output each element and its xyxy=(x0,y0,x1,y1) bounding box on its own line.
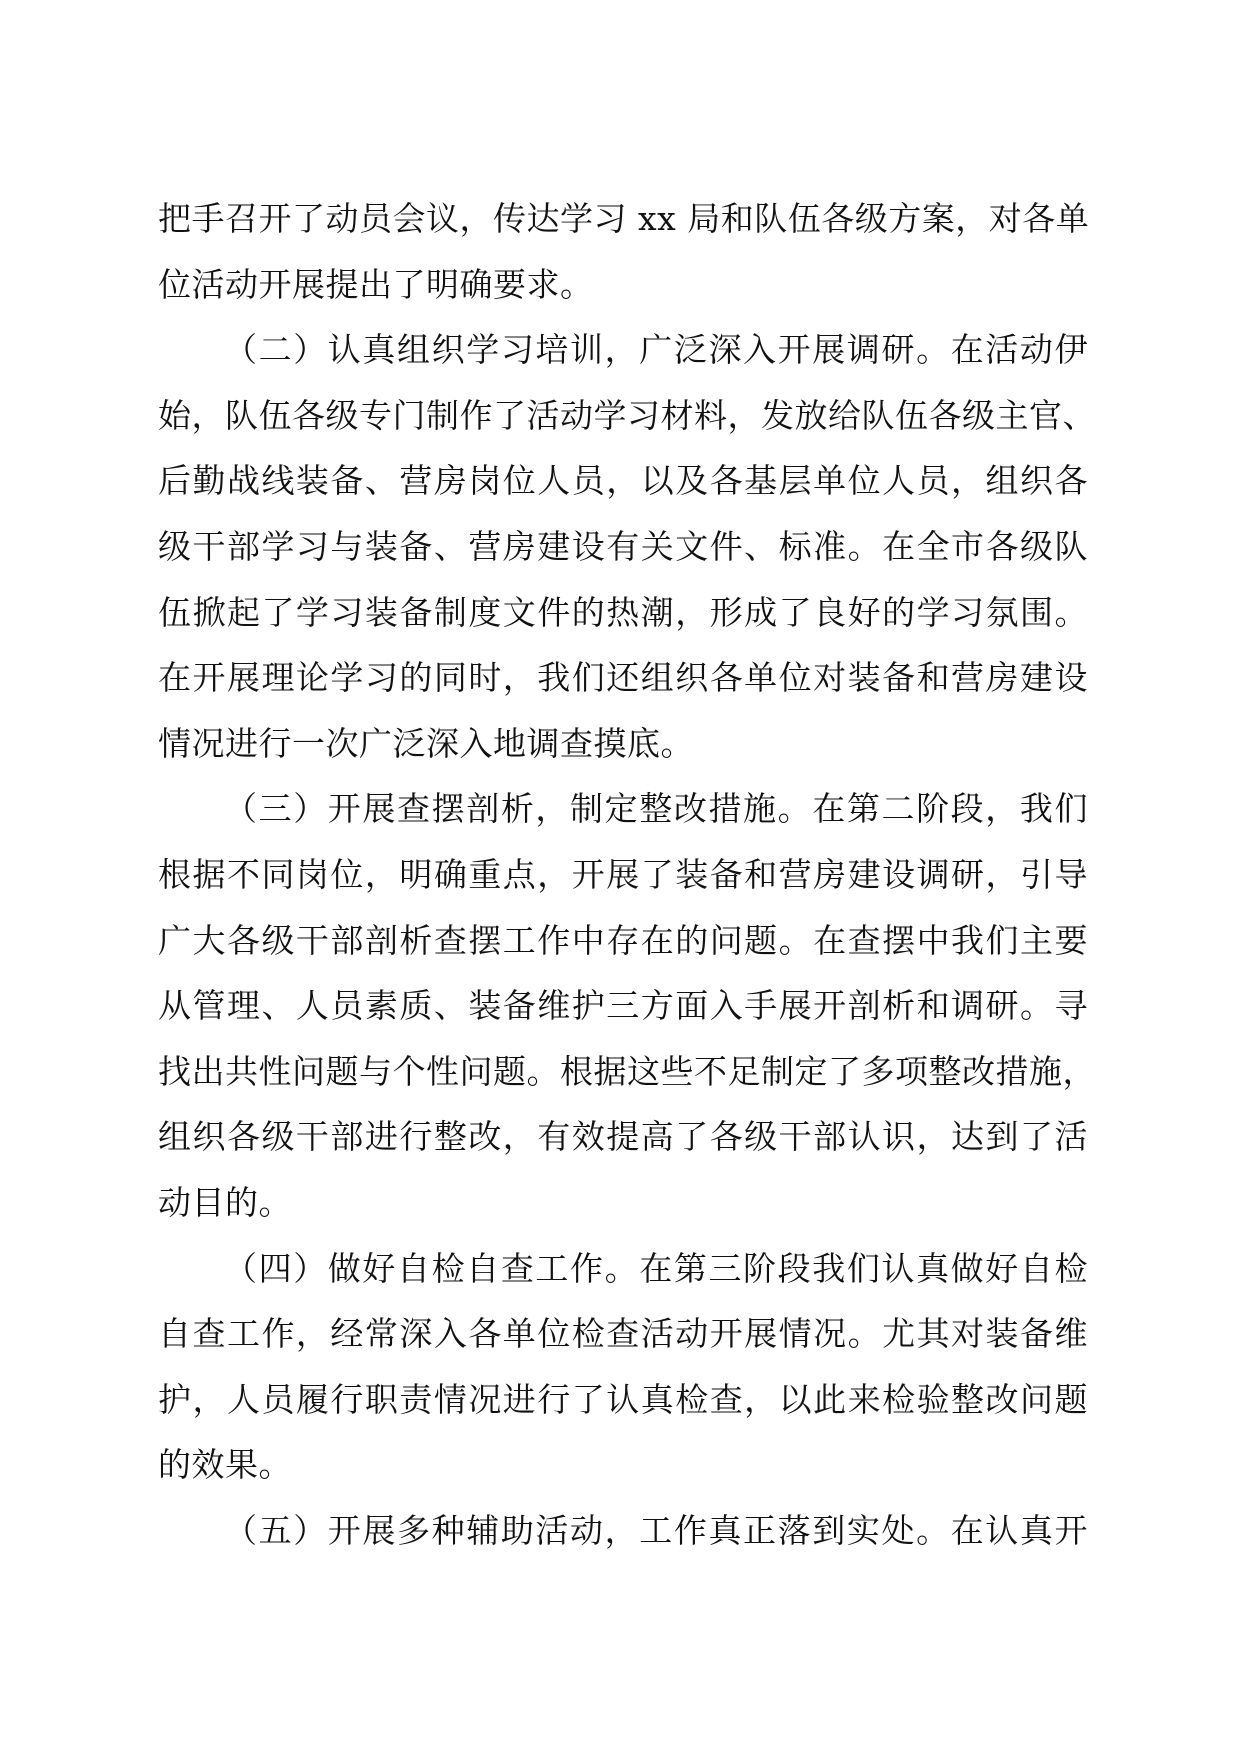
text-line: 组织各级干部进行整改，有效提高了各级干部认识，达到了活 xyxy=(158,1117,1088,1157)
paragraph-5 xyxy=(158,1498,1088,1564)
paragraph-4 xyxy=(158,1236,1088,1498)
paragraph-continuation xyxy=(158,186,1088,317)
text-line: （三）开展查摆剖析，制定整改措施。在第二阶段，我们 xyxy=(224,789,1088,829)
text-line: 级干部学习与装备、营房建设有关文件、标准。在全市各级队 xyxy=(158,526,1088,566)
text-line: 从管理、人员素质、装备维护三方面入手展开剖析和调研。寻 xyxy=(158,986,1088,1026)
text-line: 广大各级干部剖析查摆工作中存在的问题。在查摆中我们主要 xyxy=(158,920,1088,960)
body-text xyxy=(158,186,1096,1563)
text-line: 动目的。 xyxy=(158,1182,292,1222)
text-line: 位活动开展提出了明确要求。 xyxy=(158,264,594,304)
text-line: 后勤战线装备、营房岗位人员，以及各基层单位人员，组织各 xyxy=(158,461,1088,501)
text-line: （四）做好自检自查工作。在第三阶段我们认真做好自检 xyxy=(224,1248,1088,1288)
text-line: 自查工作，经常深入各单位检查活动开展情况。尤其对装备维 xyxy=(158,1314,1088,1354)
text-line: 找出共性问题与个性问题。根据这些不足制定了多项整改措施， xyxy=(158,1051,1096,1091)
text-line: 的效果。 xyxy=(158,1445,292,1485)
text-line: 伍掀起了学习装备制度文件的热潮，形成了良好的学习氛围。 xyxy=(158,592,1088,632)
paragraph-3 xyxy=(158,776,1096,1235)
text-line: 在开展理论学习的同时，我们还组织各单位对装备和营房建设 xyxy=(158,658,1088,698)
text-line: （五）开展多种辅助活动，工作真正落到实处。在认真开 xyxy=(224,1510,1088,1550)
paragraph-2 xyxy=(158,317,1096,776)
text-line: 把手召开了动员会议，传达学习 xx 局和队伍各级方案，对各单 xyxy=(158,199,1090,238)
text-line: 护，人员履行职责情况进行了认真检查，以此来检验整改问题 xyxy=(158,1379,1088,1419)
text-line: 情况进行一次广泛深入地调查摸底。 xyxy=(158,723,694,763)
text-line: （二）认真组织学习培训，广泛深入开展调研。在活动伊 xyxy=(224,330,1088,370)
text-line: 根据不同岗位，明确重点，开展了装备和营房建设调研，引导 xyxy=(158,854,1088,894)
text-line: 始，队伍各级专门制作了活动学习材料，发放给队伍各级主官、 xyxy=(158,395,1096,435)
